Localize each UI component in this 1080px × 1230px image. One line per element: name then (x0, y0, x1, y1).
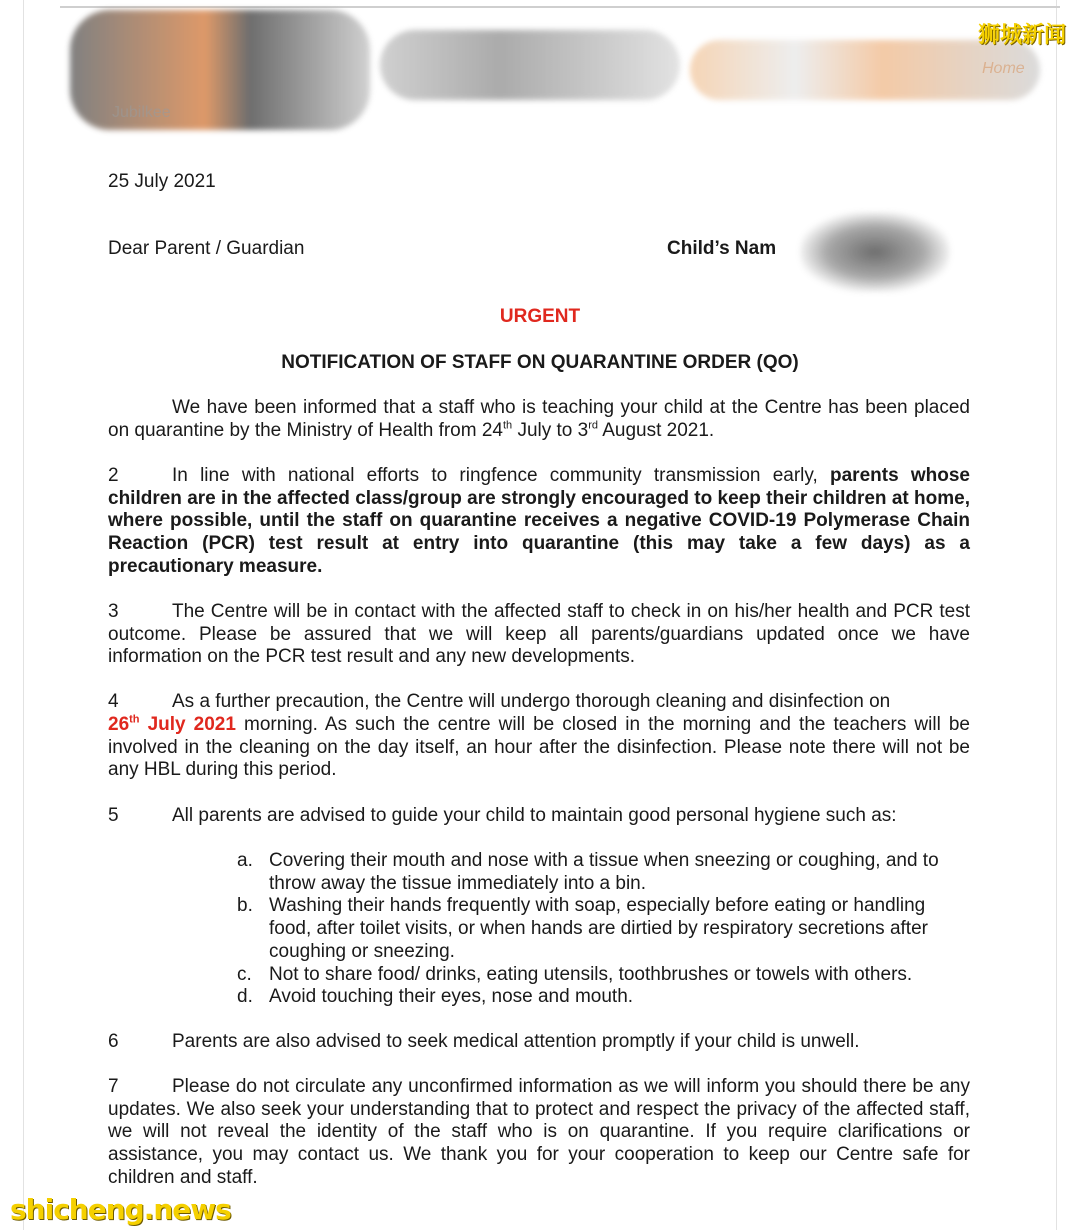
letter-date: 25 July 2021 (108, 171, 216, 192)
urgent-heading: URGENT (499, 306, 581, 327)
paragraph-number: 4 (108, 691, 119, 712)
paragraph-number: 6 (108, 1031, 119, 1052)
letterhead-fragment-right: Home (982, 60, 1025, 77)
salutation: Dear Parent / Guardian (108, 238, 305, 259)
paragraph-2: 2 In line with national efforts to ringfence community transmission early, parents whose children are in the affected class/group are strongly encouraged to keep their children at home, where possible, until the staff on quarantine receives a negative COVID-19 Polymerase Chain Reaction (PCR) test result at entry into quarantine (this may take a few days) as a precautionary measure. (108, 465, 970, 577)
paragraph-number: 7 (108, 1076, 119, 1097)
brand-watermark-bottom: shicheng.news (10, 1193, 231, 1226)
letterhead-fragment-left: Jubilkee (112, 104, 171, 121)
list-item: d. Avoid touching their eyes, nose and mouth. (237, 986, 634, 1008)
list-item: b. Washing their hands frequently with soap, especially before eating or handling food, after toilet visits, or when hands are dirtied by respiratory secretions after coughing or sneezing. (237, 895, 928, 962)
paragraph-3: 3 The Centre will be in contact with the affected staff to check in on his/her health and PCR test outcome. Please be assured that we will keep all parents/guardians updated once we have information on the PCR test result and any new developments. (108, 601, 970, 668)
redacted-child-name (800, 212, 950, 292)
paragraph-1: We have been informed that a staff who is teaching your child at the Centre has been placed on quarantine by the Ministry of Health from 24th July to 3rd August 2021. (108, 397, 970, 441)
paragraph-4-line-1: 4 As a further precaution, the Centre will undergo thorough cleaning and disinfection on (108, 691, 891, 712)
hygiene-list (237, 850, 970, 1009)
list-item: c. Not to share food/ drinks, eating utensils, toothbrushes or towels with others. (237, 963, 913, 985)
paragraph-5: 5 All parents are advised to guide your child to maintain good personal hygiene such as: (108, 805, 897, 826)
brand-watermark-top: 狮城新闻 (977, 23, 1066, 48)
child-name-label: Child’s Nam (667, 238, 777, 259)
redacted-letterhead-middle (380, 30, 680, 100)
closure-date: 26th July 2021 (108, 713, 236, 735)
header-rule (60, 6, 1060, 8)
paragraph-7: 7 Please do not circulate any unconfirmed information as we will inform you should there be any updates. We also seek your understanding that to protect and respect the privacy of the affected staff, we will not reveal the identity of the staff who is on quarantine. If you require clarifications or assistance, you may contact us. We thank you for your cooperation to keep our Centre safe for children and staff. (108, 1076, 970, 1188)
paragraph-number: 5 (108, 805, 119, 826)
paragraph-number: 3 (108, 601, 119, 622)
paragraph-number: 2 (108, 465, 119, 486)
subject-heading: NOTIFICATION OF STAFF ON QUARANTINE ORDER (QO) (281, 352, 799, 373)
paragraph-6: 6 Parents are also advised to seek medical attention promptly if your child is unwell. (108, 1031, 860, 1052)
paragraph-4: 26th July 2021 morning. As such the centre will be closed in the morning and the teachers will be involved in the cleaning on the day itself, an hour after the disinfection. Please note there will not be any HBL during this period. (108, 713, 971, 781)
list-item: a. Covering their mouth and nose with a tissue when sneezing or coughing, and to throw away the tissue immediately into a bin. (237, 850, 939, 894)
